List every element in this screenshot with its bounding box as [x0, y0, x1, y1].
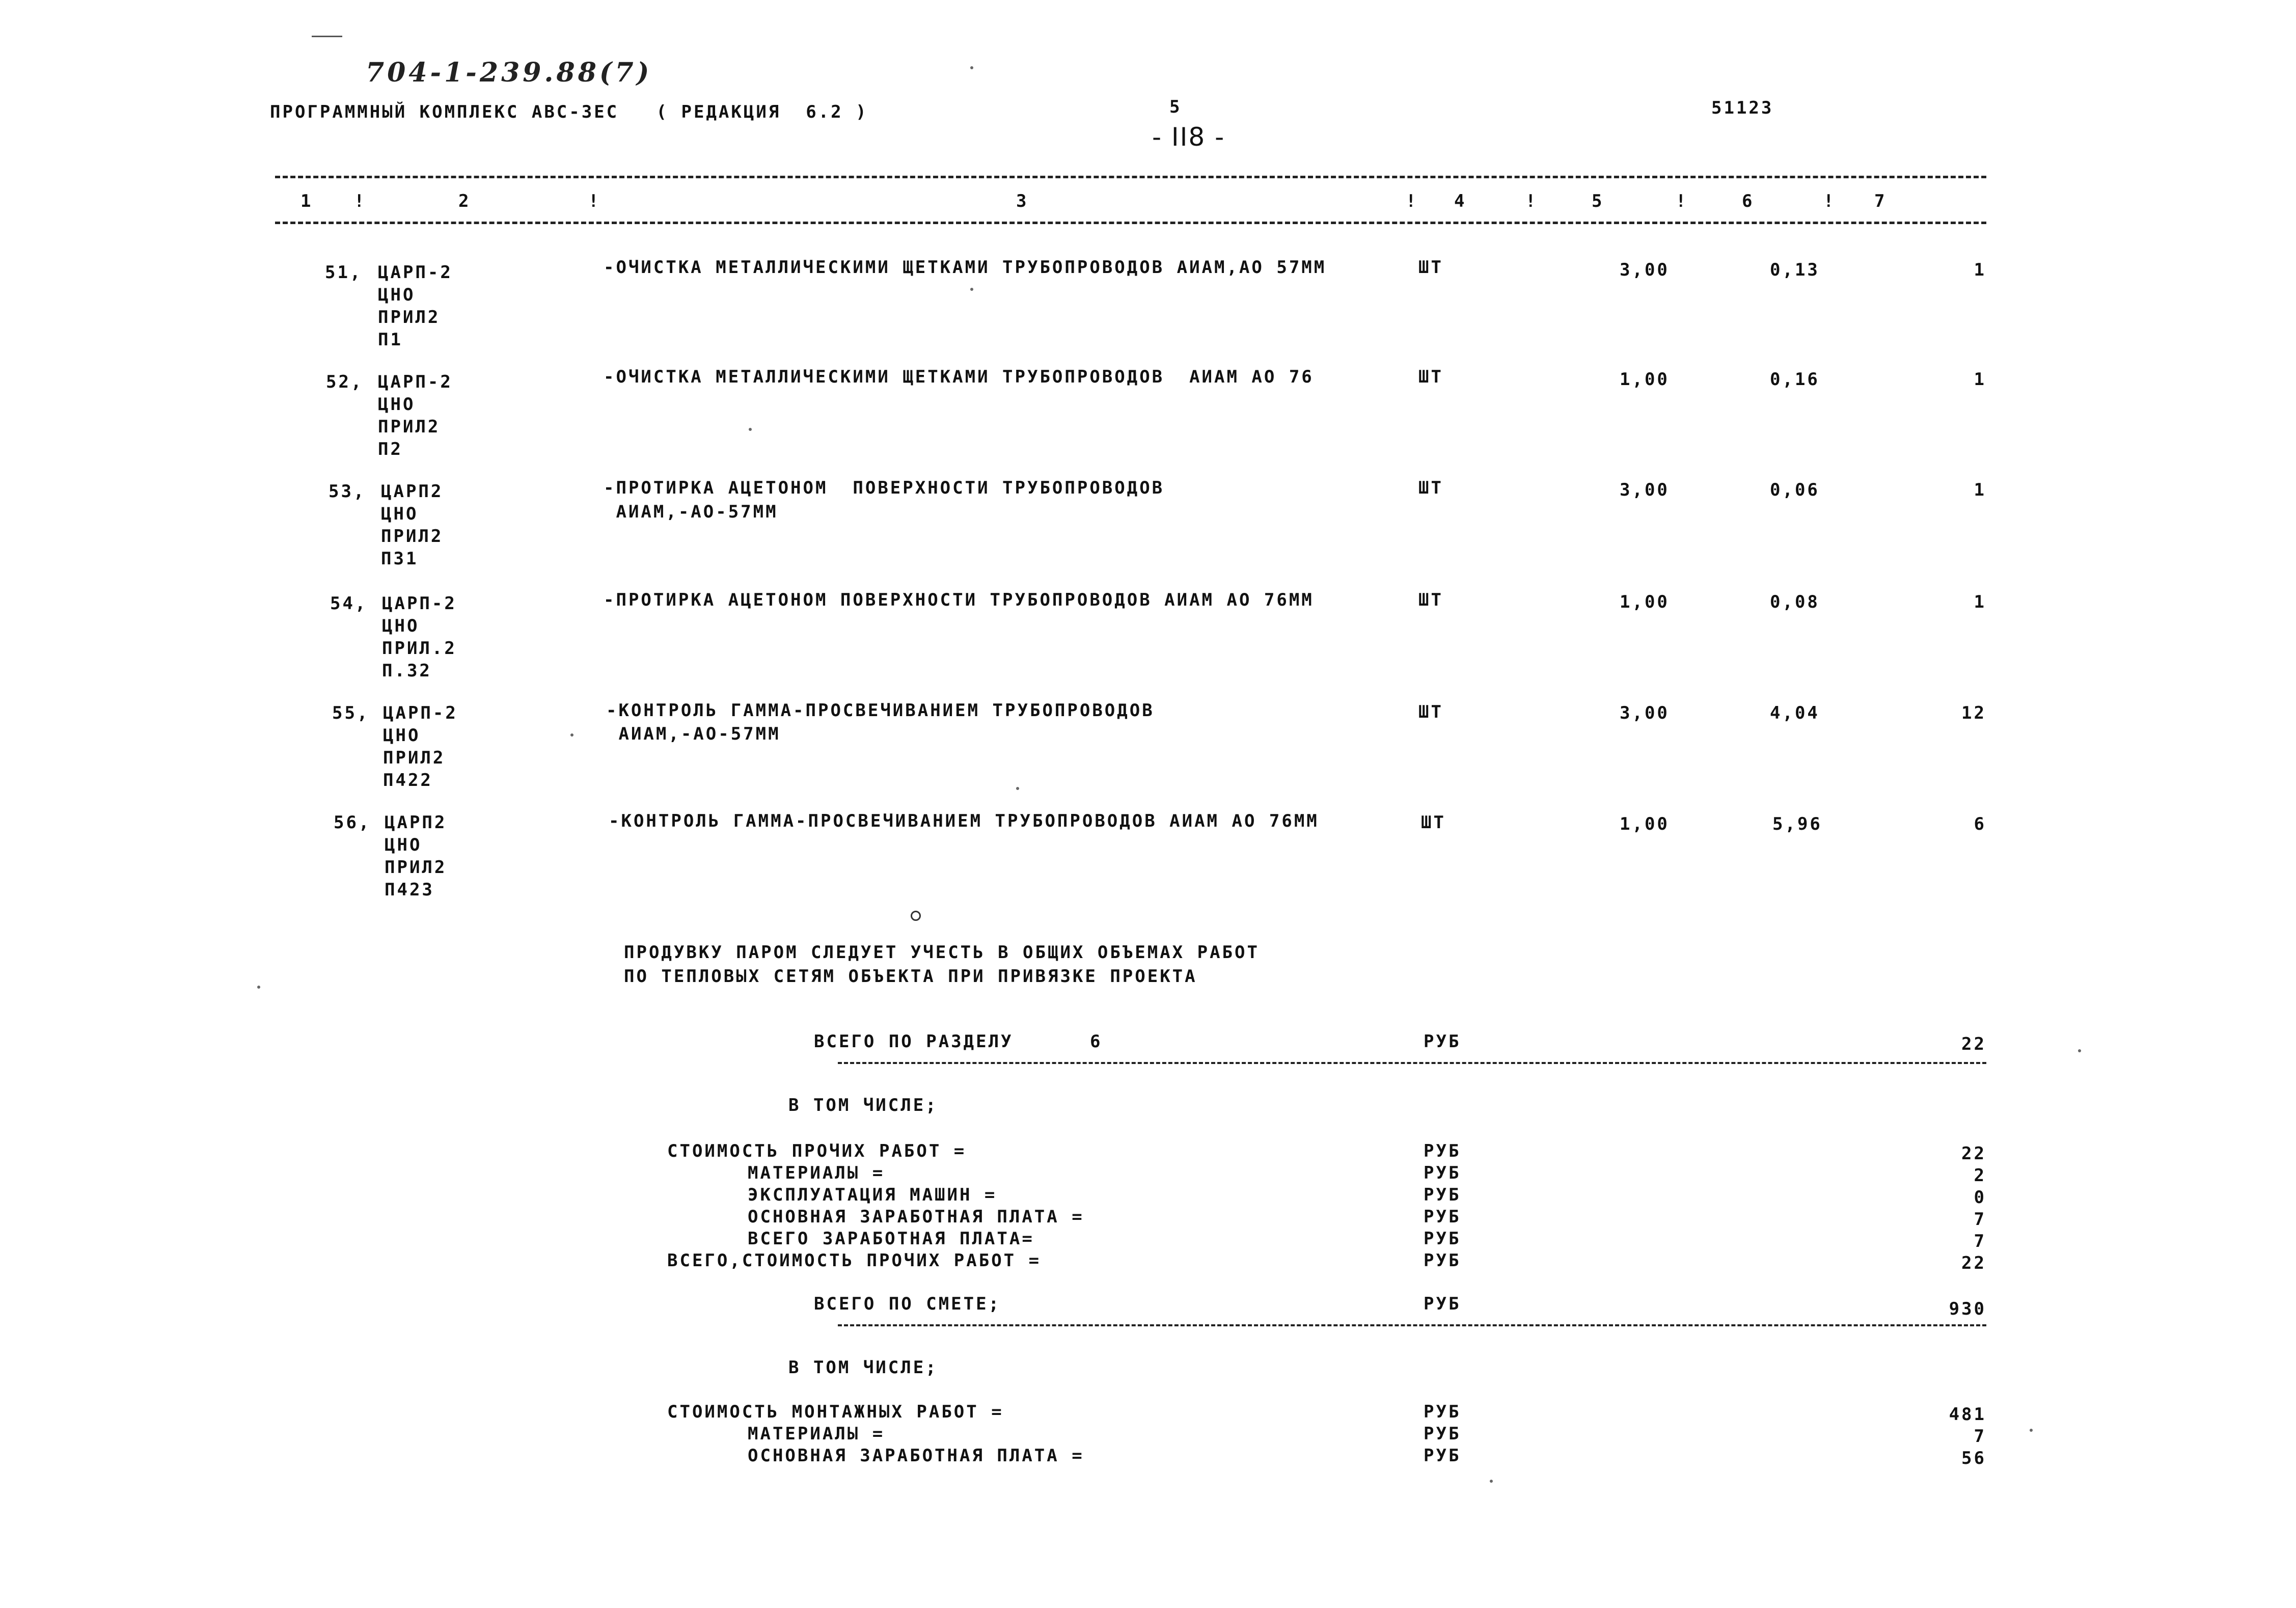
- row-total: 12: [1961, 703, 1986, 723]
- col-sep: !: [588, 191, 601, 211]
- breakdown-label: МАТЕРИАЛЫ =: [748, 1424, 885, 1444]
- row-description: -КОНТРОЛЬ ГАММА-ПРОСВЕЧИВАНИЕМ ТРУБОПРОВОДОВ АИАМ АО 76ММ: [609, 811, 1319, 831]
- breakdown-label: СТОИМОСТЬ МОНТАЖНЫХ РАБОТ =: [667, 1402, 1004, 1422]
- col-sep: !: [354, 191, 367, 211]
- row-code-line: ЦАРП-2: [383, 703, 458, 723]
- scan-speck: [970, 288, 973, 291]
- row-total: 6: [1974, 814, 1986, 834]
- handwritten-code: 704-1-239.88(7): [366, 57, 652, 88]
- col-header-7: 7: [1874, 191, 1887, 211]
- col-sep: !: [1525, 191, 1538, 211]
- row-code-line: ЦАРП-2: [378, 372, 453, 392]
- row-unit: ШТ: [1418, 257, 1443, 278]
- col-sep: !: [1676, 191, 1688, 211]
- header-bottom-rule: [275, 222, 1986, 224]
- column-marker: 5: [1169, 97, 1182, 117]
- estimate-total-value: 930: [1949, 1299, 1986, 1319]
- row-description: АИАМ,-АО-57ММ: [606, 724, 781, 744]
- estimate-total-label: ВСЕГО ПО СМЕТЕ;: [814, 1294, 1001, 1314]
- scan-speck: [749, 428, 752, 431]
- row-description: -ОЧИСТКА МЕТАЛЛИЧЕСКИМИ ЩЕТКАМИ ТРУБОПРОВОДОВ АИАМ АО 76: [604, 367, 1314, 387]
- row-number: 56,: [334, 812, 371, 833]
- row-number: 52,: [326, 372, 364, 392]
- row-code-line: П31: [381, 549, 419, 569]
- breakdown-unit: РУБ: [1424, 1141, 1461, 1161]
- top-mark: [312, 36, 342, 37]
- row-unit: ШТ: [1421, 812, 1446, 833]
- breakdown-value: 7: [1974, 1231, 1986, 1251]
- breakdown-unit: РУБ: [1424, 1229, 1461, 1249]
- breakdown-label: ОСНОВНАЯ ЗАРАБОТНАЯ ПЛАТА =: [748, 1207, 1084, 1227]
- row-total: 1: [1974, 592, 1986, 612]
- scan-speck: [570, 733, 573, 737]
- row-number: 55,: [332, 703, 370, 723]
- row-code-line: ЦНО: [381, 504, 419, 524]
- breakdown-unit: РУБ: [1424, 1446, 1461, 1466]
- row-code-line: ЦАРП-2: [382, 593, 457, 614]
- circle-mark: [911, 911, 921, 921]
- scan-speck: [2078, 1049, 2081, 1052]
- row-code-line: ПРИЛ2: [385, 857, 447, 878]
- breakdown-value: 22: [1961, 1143, 1986, 1164]
- row-description: -ПРОТИРКА АЦЕТОНОМ ПОВЕРХНОСТИ ТРУБОПРОВОДОВ: [604, 478, 1165, 498]
- row-description: -ПРОТИРКА АЦЕТОНОМ ПОВЕРХНОСТИ ТРУБОПРОВОДОВ АИАМ АО 76ММ: [604, 590, 1314, 610]
- header-top-rule: [275, 176, 1986, 178]
- row-unit: ШТ: [1418, 478, 1443, 498]
- row-price: 0,16: [1770, 369, 1820, 390]
- row-number: 54,: [330, 593, 368, 614]
- row-price: 5,96: [1772, 814, 1822, 834]
- row-code-line: П1: [378, 330, 403, 350]
- row-code-line: ЦНО: [378, 285, 416, 305]
- breakdown-value: 56: [1961, 1448, 1986, 1468]
- estimate-total-unit: РУБ: [1424, 1294, 1461, 1314]
- col-header-5: 5: [1592, 191, 1604, 211]
- row-unit: ШТ: [1418, 702, 1443, 722]
- row-quantity: 1,00: [1620, 592, 1670, 612]
- row-code-line: ПРИЛ2: [381, 526, 444, 547]
- row-number: 53,: [329, 481, 366, 502]
- row-code-line: П.32: [382, 661, 432, 681]
- program-line: ПРОГРАММНЫЙ КОМПЛЕКС АВС-3ЕС ( РЕДАКЦИЯ 6.2 ): [270, 102, 868, 122]
- note-line: ПО ТЕПЛОВЫХ СЕТЯМ ОБЪЕКТА ПРИ ПРИВЯЗКЕ ПРОЕКТА: [624, 966, 1197, 987]
- row-price: 0,13: [1770, 260, 1820, 280]
- row-code-line: ЦАРП2: [385, 812, 447, 833]
- in-number-heading: В ТОМ ЧИСЛЕ;: [788, 1357, 938, 1378]
- breakdown-value: 7: [1974, 1426, 1986, 1447]
- row-price: 0,08: [1770, 592, 1820, 612]
- row-code-line: ПРИЛ.2: [382, 638, 457, 659]
- row-price: 4,04: [1770, 703, 1820, 723]
- row-total: 1: [1974, 369, 1986, 390]
- col-header-4: 4: [1454, 191, 1467, 211]
- col-header-2: 2: [458, 191, 471, 211]
- row-code-line: ЦАРП-2: [378, 262, 453, 283]
- row-code-line: ПРИЛ2: [378, 417, 441, 437]
- row-code-line: ЦАРП2: [381, 481, 444, 502]
- scan-speck: [1490, 1480, 1493, 1483]
- row-description: -КОНТРОЛЬ ГАММА-ПРОСВЕЧИВАНИЕМ ТРУБОПРОВОДОВ: [606, 700, 1155, 721]
- col-sep: !: [1406, 191, 1418, 211]
- in-number-heading: В ТОМ ЧИСЛЕ;: [788, 1095, 938, 1115]
- breakdown-unit: РУБ: [1424, 1207, 1461, 1227]
- breakdown-value: 0: [1974, 1187, 1986, 1208]
- row-unit: ШТ: [1418, 590, 1443, 610]
- scan-speck: [1016, 787, 1019, 790]
- row-code-line: ЦНО: [385, 835, 422, 855]
- breakdown-label: ЭКСПЛУАТАЦИЯ МАШИН =: [748, 1185, 997, 1205]
- section-total-label: ВСЕГО ПО РАЗДЕЛУ: [814, 1031, 1014, 1052]
- note-line: ПРОДУВКУ ПАРОМ СЛЕДУЕТ УЧЕСТЬ В ОБЩИХ ОБЪЕМАХ РАБОТ: [624, 942, 1260, 963]
- breakdown-value: 7: [1974, 1209, 1986, 1230]
- row-code-line: ЦНО: [382, 616, 420, 636]
- row-code-line: П423: [385, 880, 434, 900]
- breakdown-label: МАТЕРИАЛЫ =: [748, 1163, 885, 1183]
- row-number: 51,: [325, 262, 363, 283]
- breakdown-unit: РУБ: [1424, 1163, 1461, 1183]
- doc-number: 51123: [1711, 98, 1774, 118]
- col-header-3: 3: [1016, 191, 1029, 211]
- row-price: 0,06: [1770, 480, 1820, 500]
- row-quantity: 1,00: [1620, 369, 1670, 390]
- section-total-unit: РУБ: [1424, 1031, 1461, 1052]
- page-number: - II8 -: [1152, 122, 1225, 152]
- breakdown-value: 481: [1949, 1404, 1986, 1425]
- estimate-total-rule: [838, 1324, 1986, 1326]
- col-sep: !: [1823, 191, 1836, 211]
- row-code-line: П2: [378, 439, 403, 459]
- row-quantity: 3,00: [1620, 480, 1670, 500]
- breakdown-value: 22: [1961, 1253, 1986, 1273]
- scan-speck: [2030, 1429, 2033, 1432]
- row-description: АИАМ,-АО-57ММ: [604, 502, 778, 522]
- row-quantity: 3,00: [1620, 703, 1670, 723]
- col-header-1: 1: [300, 191, 313, 211]
- row-description: -ОЧИСТКА МЕТАЛЛИЧЕСКИМИ ЩЕТКАМИ ТРУБОПРОВОДОВ АИАМ,АО 57ММ: [604, 257, 1327, 278]
- row-quantity: 3,00: [1620, 260, 1670, 280]
- row-code-line: ЦНО: [383, 725, 421, 746]
- section-total-rule: [838, 1062, 1986, 1064]
- row-total: 1: [1974, 480, 1986, 500]
- scan-speck: [970, 66, 973, 69]
- breakdown-label: ОСНОВНАЯ ЗАРАБОТНАЯ ПЛАТА =: [748, 1446, 1084, 1466]
- row-code-line: ПРИЛ2: [378, 307, 441, 328]
- row-code-line: ПРИЛ2: [383, 748, 446, 768]
- row-total: 1: [1974, 260, 1986, 280]
- scan-speck: [257, 986, 260, 989]
- breakdown-label: ВСЕГО,СТОИМОСТЬ ПРОЧИХ РАБОТ =: [667, 1250, 1042, 1271]
- row-unit: ШТ: [1418, 367, 1443, 387]
- section-total-value: 22: [1961, 1034, 1986, 1054]
- section-number: 6: [1090, 1031, 1103, 1052]
- breakdown-label: СТОИМОСТЬ ПРОЧИХ РАБОТ =: [667, 1141, 967, 1161]
- breakdown-unit: РУБ: [1424, 1424, 1461, 1444]
- row-code-line: П422: [383, 770, 433, 791]
- col-header-6: 6: [1742, 191, 1755, 211]
- breakdown-unit: РУБ: [1424, 1185, 1461, 1205]
- breakdown-unit: РУБ: [1424, 1402, 1461, 1422]
- row-quantity: 1,00: [1620, 814, 1670, 834]
- breakdown-value: 2: [1974, 1165, 1986, 1186]
- breakdown-label: ВСЕГО ЗАРАБОТНАЯ ПЛАТА=: [748, 1229, 1034, 1249]
- breakdown-unit: РУБ: [1424, 1250, 1461, 1271]
- row-code-line: ЦНО: [378, 394, 416, 415]
